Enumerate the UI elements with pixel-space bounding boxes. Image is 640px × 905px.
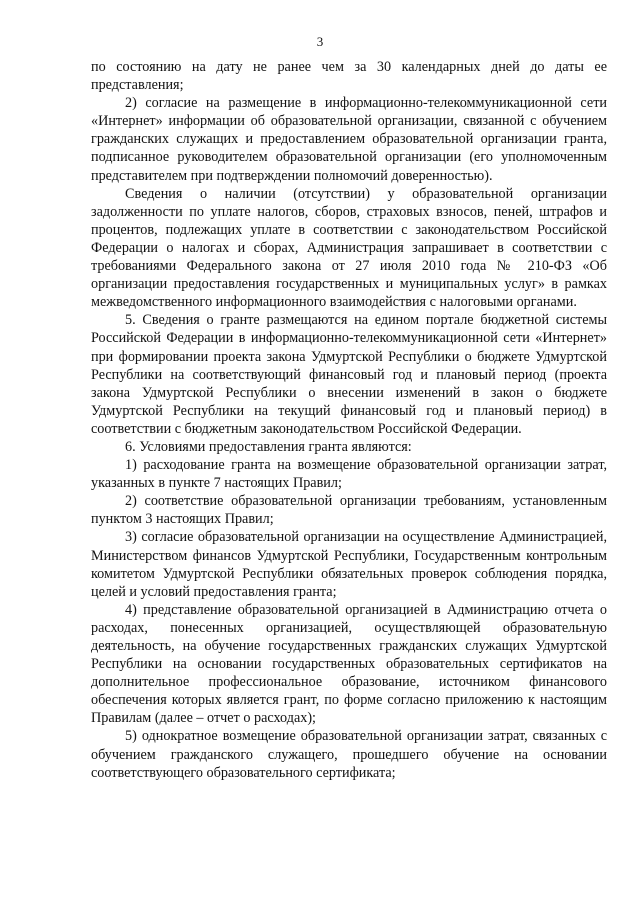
paragraph-8: 3) согласие образовательной организации на осуществление Администрацией, Министерством финансов Удмуртской Республики, Государственным контрольным комитетом Удмуртской Республики обязательных проверок соблюдения порядка, целей и условий предоставления гранта; [91, 529, 607, 600]
paragraph-9: 4) представление образовательной организацией в Администрацию отчета о расходах, понесенных организацией, осуществляющей образовательную деятельность, на обучение государственных гражданских служащих Удмуртской Республики на основании государственных образовательных сертификатов на дополнительное профессиональное образование, источником финансового обеспечения которых является грант, по форме согласно приложению к настоящим Правилам (далее – отчет о расходах); [91, 601, 607, 727]
paragraph-6: 1) расходование гранта на возмещение образовательной организации затрат, указанных в пункте 7 настоящих Правил; [91, 457, 607, 492]
paragraph-2: 2) согласие на размещение в информационно-телекоммуникационной сети «Интернет» информации об образовательной организации, связанной с обучением гражданских служащих и предоставлением образовательной организации гранта, подписанное руководителем образовательной организации (его уполномоченным представителем при подтверждении полномочий доверенностью). [91, 95, 607, 184]
page-number: 3 [316, 34, 324, 49]
paragraph-4: 5. Сведения о гранте размещаются на едином портале бюджетной системы Российской Федерации в информационно-телекоммуникационной сети «Интернет» при формировании проекта закона Удмуртской Республики о бюджете Удмуртской Республики на соответствующий финансовый год и плановый период (проекта закона Удмуртской Республики о внесении изменений в закон о бюджете Удмуртской Республики на текущий финансовый год и плановый период) в соответствии с бюджетным законодательством Российской Федерации. [91, 312, 607, 437]
document-body [91, 58, 607, 782]
paragraph-1: по состоянию на дату не ранее чем за 30 календарных дней до даты ее представления; [91, 59, 607, 94]
paragraph-7: 2) соответствие образовательной организации требованиям, установленным пунктом 3 настоящих Правил; [91, 493, 607, 528]
paragraph-5: 6. Условиями предоставления гранта являются: [125, 438, 412, 455]
paragraph-3: Сведения о наличии (отсутствии) у образовательной организации задолженности по уплате налогов, сборов, страховых взносов, пеней, штрафов и процентов, подлежащих уплате в соответствии с законодательством Российской Федерации о налогах и сборах, Администрация запрашивает в соответствии с требованиями Федерального закона от 27 июля 2010 года № 210-ФЗ «Об организации предоставления государственных и муниципальных услуг» в рамках межведомственного информационного взаимодействия с налоговыми органами. [91, 185, 607, 311]
paragraph-10: 5) однократное возмещение образовательной организации затрат, связанных с обучением гражданского служащего, прошедшего обучение на основании соответствующего образовательного сертификата; [91, 728, 607, 781]
